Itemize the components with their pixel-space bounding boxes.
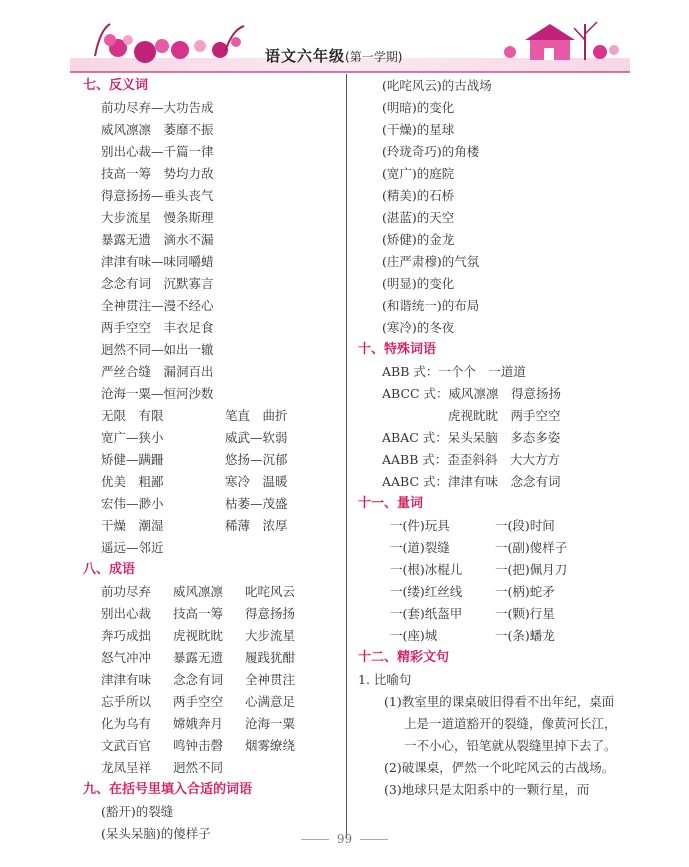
idiom: 念念有词 (173, 672, 224, 687)
idiom: 威风凛凛 (173, 584, 224, 599)
list-item (358, 581, 618, 603)
idiom: 得意扬扬 (245, 606, 296, 621)
list-item: ABCC 式：威风凛凛 得意扬扬 (382, 386, 562, 401)
right-column (358, 75, 618, 801)
list-item (358, 515, 618, 537)
list-item: (湛蓝)的天空 (382, 210, 455, 225)
antonym-pairs (83, 405, 348, 559)
pair-b: 稀薄 浓厚 (225, 518, 288, 533)
sentence-list (358, 691, 618, 801)
sentence-item: (3)地球只是太阳系中的一颗行星，而 (384, 782, 590, 797)
measure-word: 一(段)时间 (495, 518, 555, 533)
idiom: 沧海一粟 (245, 716, 296, 731)
measure-word: 一(套)纸盔甲 (390, 606, 463, 621)
section-title-fill-in: 九、在括号里填入合适的词语 (83, 782, 253, 797)
list-item (83, 669, 348, 691)
book-title (265, 45, 402, 66)
page-number-dash-right (360, 839, 388, 840)
idiom: 忘乎所以 (101, 694, 152, 709)
idiom: 心满意足 (245, 694, 296, 709)
list-item: (叱咤风云)的古战场 (382, 78, 492, 93)
list-item: (宽广)的庭院 (382, 166, 455, 181)
sentence-item: (2)破课桌，俨然一个叱咤风云的古战场。 (384, 760, 615, 775)
pair-b: 枯萎—茂盛 (225, 496, 288, 511)
list-item: 迥然不同—如出一辙 (101, 342, 214, 357)
pair-a: 宏伟—渺小 (101, 496, 164, 511)
idiom-grid (83, 581, 348, 779)
idiom: 津津有味 (101, 672, 152, 687)
list-item: 得意扬扬—垂头丧气 (101, 188, 214, 203)
idiom: 虎视眈眈 (173, 628, 224, 643)
idiom: 嫦娥奔月 (173, 716, 224, 731)
list-item: (玲珑奇巧)的角楼 (382, 144, 480, 159)
list-item: 威风凛凛 萎靡不振 (101, 122, 214, 137)
idiom: 烟雾缭绕 (245, 738, 296, 753)
sentence-item: (1)教室里的课桌破旧得看不出年纪，桌面上是一道道豁开的裂缝，像黄河长江，一不小心，铅笔就从裂缝里掉下去了。 (384, 694, 617, 753)
list-item (358, 625, 618, 647)
measure-word-grid (358, 515, 618, 647)
list-item (83, 493, 348, 515)
list-item: (寒冷)的冬夜 (382, 320, 455, 335)
idiom: 大步流星 (245, 628, 296, 643)
pair-a: 优美 粗鄙 (101, 474, 164, 489)
list-item (83, 625, 348, 647)
list-item: ABAC 式：呆头呆脑 多态多姿 (382, 430, 561, 445)
list-item: AABC 式：津津有味 念念有词 (382, 474, 561, 489)
pair-a: 矫健—蹒跚 (101, 452, 164, 467)
list-item (83, 427, 348, 449)
section-title-special-words: 十、特殊词语 (358, 342, 437, 357)
list-item: (呆头呆脑)的傻样子 (101, 826, 211, 841)
section-title-antonyms: 七、反义词 (83, 78, 149, 93)
section-title-sentences: 十二、精彩文句 (358, 650, 450, 665)
left-column (83, 75, 348, 845)
measure-word: 一(条)蟠龙 (495, 628, 555, 643)
measure-word: 一(缕)红丝线 (390, 584, 463, 599)
book-term: (第一学期) (345, 50, 403, 64)
idiom: 前功尽弃 (101, 584, 152, 599)
measure-word: 一(座)城 (390, 628, 438, 643)
idiom: 文武百官 (101, 738, 152, 753)
list-item: 遥远—邻近 (101, 540, 164, 555)
list-item (83, 735, 348, 757)
list-item: 津津有味—味同嚼蜡 (101, 254, 214, 269)
measure-word: 一(件)玩具 (390, 518, 450, 533)
pair-b: 悠扬—沉郁 (225, 452, 288, 467)
pair-b: 威武—软弱 (225, 430, 288, 445)
pair-a: 宽广—狭小 (101, 430, 164, 445)
list-item (83, 691, 348, 713)
list-item: (明暗)的变化 (382, 100, 455, 115)
list-item: (矫健)的金龙 (382, 232, 455, 247)
list-item: ABB 式：一个个 一道道 (382, 364, 526, 379)
list-item (358, 603, 618, 625)
idiom: 叱咤风云 (245, 584, 296, 599)
list-item (83, 581, 348, 603)
list-item: 别出心裁—千篇一律 (101, 144, 214, 159)
measure-word: 一(根)冰棍儿 (390, 562, 463, 577)
list-item: 念念有词 沉默寡言 (101, 276, 214, 291)
list-item (83, 405, 348, 427)
list-item (83, 515, 348, 537)
list-item (83, 647, 348, 669)
pair-b: 寒冷 温暖 (225, 474, 288, 489)
idiom: 暴露无遗 (173, 650, 224, 665)
measure-word: 一(柄)蛇矛 (495, 584, 555, 599)
list-item: 虎视眈眈 两手空空 (448, 408, 561, 423)
list-item: (精美)的石桥 (382, 188, 455, 203)
list-item: AABB 式：歪歪斜斜 大大方方 (382, 452, 560, 467)
book-title-text: 语文六年级 (265, 47, 346, 65)
list-item: (明显)的变化 (382, 276, 455, 291)
flower-cluster-left-icon (95, 24, 244, 63)
section-title-measure-words: 十一、量词 (358, 496, 424, 511)
measure-word: 一(颗)行星 (495, 606, 555, 621)
list-item (358, 559, 618, 581)
list-item: (干燥)的星球 (382, 122, 455, 137)
idiom: 两手空空 (173, 694, 224, 709)
list-item: 大步流星 慢条斯理 (101, 210, 214, 225)
measure-word: 一(副)傻样子 (495, 540, 568, 555)
idiom: 奔巧成拙 (101, 628, 152, 643)
list-item: (豁开)的裂缝 (101, 804, 174, 819)
list-item: 技高一筹 势均力敌 (101, 166, 214, 181)
list-item (83, 713, 348, 735)
list-item (358, 537, 618, 559)
subsection-title: 1. 比喻句 (358, 672, 412, 687)
measure-word: 一(把)佩月刀 (495, 562, 568, 577)
idiom: 迥然不同 (173, 760, 224, 775)
measure-word: 一(道)裂缝 (390, 540, 450, 555)
list-item (83, 471, 348, 493)
house-icon (525, 24, 575, 60)
header-decoration (0, 0, 689, 80)
list-item (83, 449, 348, 471)
list-item (83, 603, 348, 625)
list-item: 两手空空 丰衣足食 (101, 320, 214, 335)
idiom: 化为乌有 (101, 716, 152, 731)
idiom: 技高一筹 (173, 606, 224, 621)
page-number-text: 99 (336, 832, 353, 846)
list-item: 全神贯注—漫不经心 (101, 298, 214, 313)
list-item: 暴露无遗 滴水不漏 (101, 232, 214, 247)
idiom: 履践犹酣 (245, 650, 296, 665)
pair-a: 干燥 潮湿 (101, 518, 164, 533)
idiom: 鸣钟击磬 (173, 738, 224, 753)
list-item: 前功尽弃—大功告成 (101, 100, 214, 115)
idiom: 别出心裁 (101, 606, 152, 621)
list-item: 严丝合缝 漏洞百出 (101, 364, 214, 379)
list-item: 沧海一粟—恒河沙数 (101, 386, 214, 401)
page-header (0, 0, 689, 80)
pair-b: 笔直 曲折 (225, 408, 288, 423)
list-item (83, 757, 348, 779)
page-number (0, 832, 689, 846)
list-item: (和谐统一)的布局 (382, 298, 480, 313)
antonym-list (83, 97, 348, 405)
idiom: 怒气冲冲 (101, 650, 152, 665)
section-title-idioms: 八、成语 (83, 562, 136, 577)
idiom: 龙凤呈祥 (101, 760, 152, 775)
list-item: (庄严肃穆)的气氛 (382, 254, 480, 269)
idiom: 全神贯注 (245, 672, 296, 687)
pair-a: 无限 有限 (101, 408, 164, 423)
page-number-dash-left (301, 839, 329, 840)
